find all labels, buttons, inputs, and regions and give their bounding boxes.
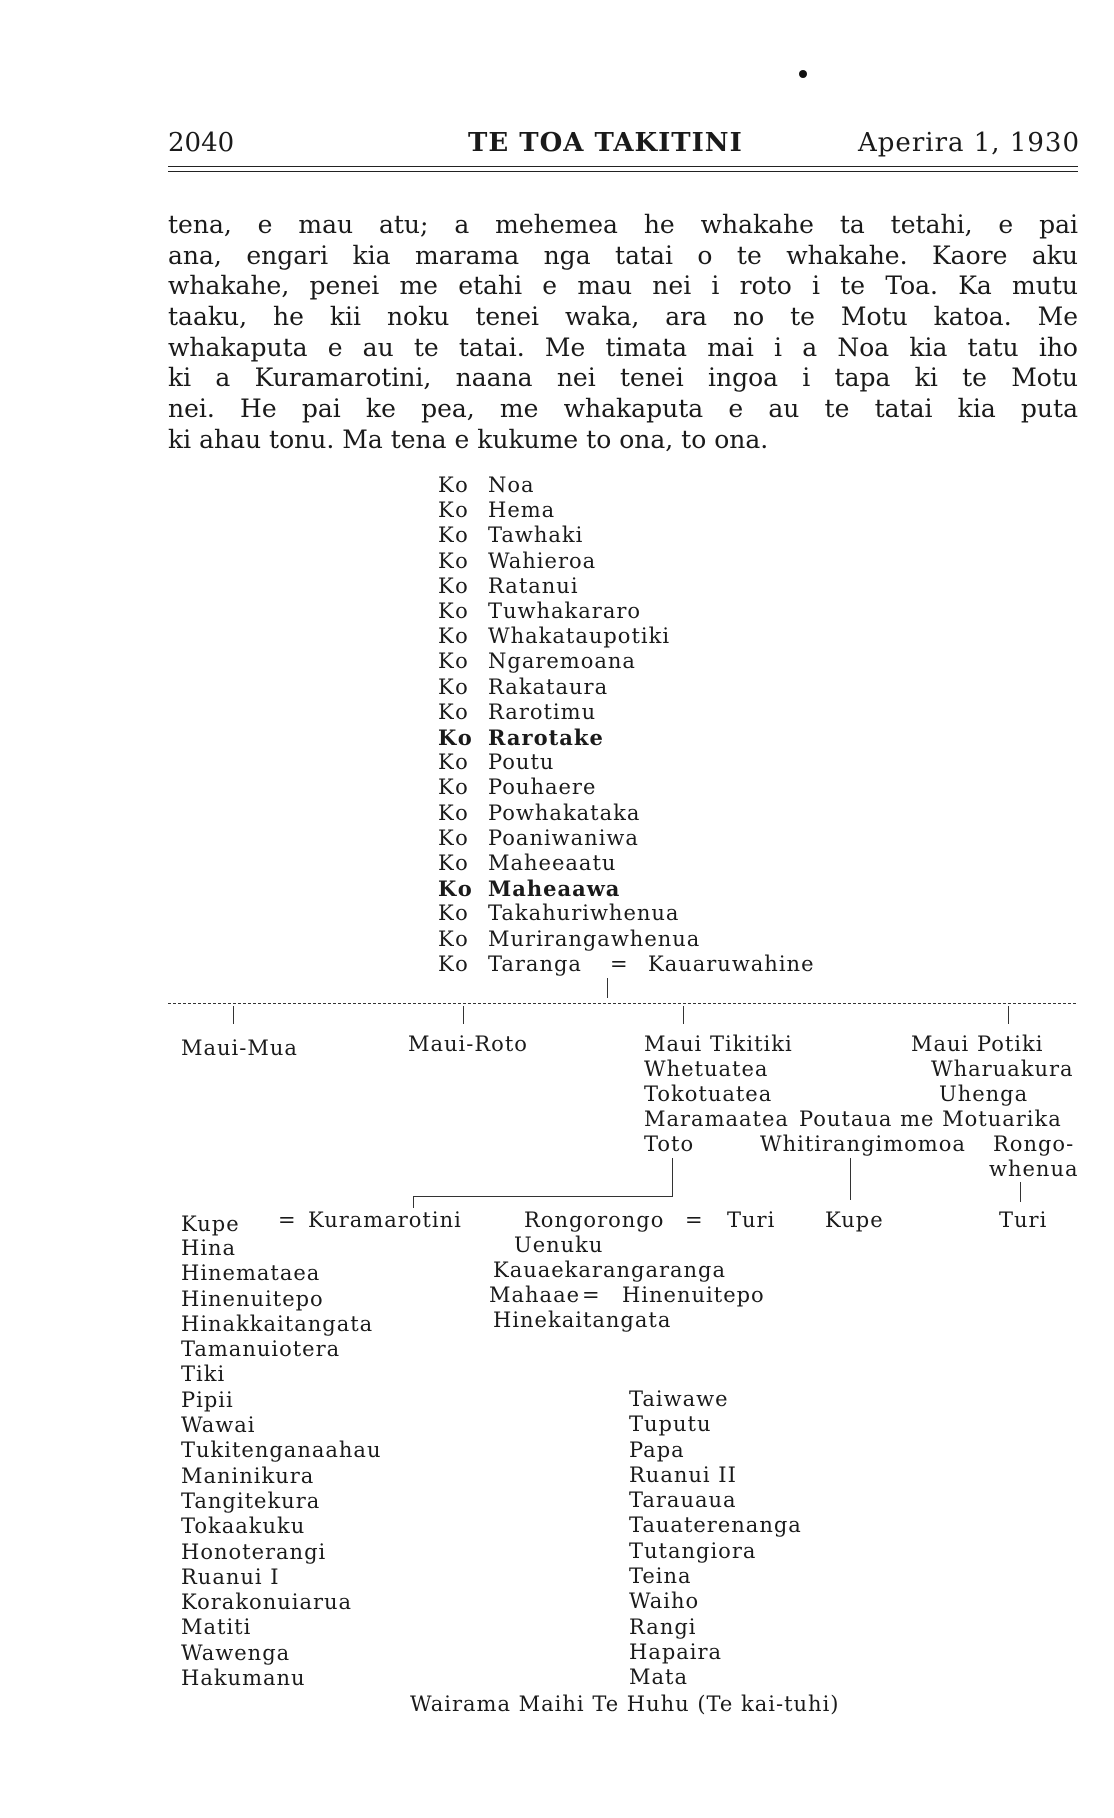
- paragraph-line: ki a Kuramarotini, naana nei tenei ingoa i tapa ki te Motu: [168, 363, 1078, 393]
- name-whitirangimomoa: Whitirangimomoa: [760, 1132, 966, 1156]
- name-mahaae: Mahaae: [489, 1283, 581, 1307]
- name-toto: Toto: [644, 1132, 695, 1156]
- ink-dot: [799, 70, 807, 78]
- ko-prefix: Ko: [438, 951, 470, 976]
- ancestor-name: Takahuriwhenua: [488, 901, 680, 926]
- ko-prefix: Ko: [438, 876, 474, 902]
- paragraph-line: taaku, he kii noku tenei waka, ara no te Motu katoa. Me: [168, 302, 1078, 332]
- ancestor-name: Murirangawhenua: [488, 926, 701, 951]
- ko-prefix: Ko: [438, 750, 470, 775]
- ko-prefix: Ko: [438, 725, 474, 750]
- child-maui-potiki: Maui Potiki: [911, 1032, 1044, 1056]
- ancestor-name: Rakataura: [488, 674, 609, 699]
- ko-prefix: Ko: [438, 825, 470, 850]
- descendant-name: Tauaterenanga: [629, 1513, 802, 1538]
- name-hinenuitepo-spouse: Hinenuitepo: [622, 1283, 765, 1307]
- ko-prefix: Ko: [438, 926, 470, 951]
- ko-prefix: Ko: [438, 473, 470, 497]
- ko-prefix: Ko: [438, 498, 470, 523]
- ancestor-name: Maheeaatu: [488, 851, 617, 875]
- name-kauaekarangaranga: Kauaekarangaranga: [493, 1258, 727, 1282]
- ancestor-name: Poaniwaniwa: [488, 825, 639, 850]
- descendant-name: Mata: [629, 1665, 688, 1690]
- paragraph-line: tena, e mau atu; a mehemea he whakahe ta tetahi, e pai: [168, 210, 1078, 239]
- descendant-name: Rangi: [629, 1614, 697, 1639]
- ancestor-name: Hema: [488, 498, 556, 523]
- descendant-name: Tangitekura: [181, 1488, 321, 1513]
- descendant-name: Tukitenganaahau: [181, 1438, 382, 1463]
- ko-prefix: Ko: [438, 523, 470, 548]
- name-rongo: Rongo-: [993, 1132, 1075, 1156]
- ancestor-name: Powhakataka: [488, 800, 641, 825]
- connector-line: [168, 1003, 1076, 1004]
- connector-line: [413, 1196, 673, 1197]
- descendant-name: Pipii: [181, 1387, 234, 1412]
- ancestor-name: Ngaremoana: [488, 649, 636, 674]
- descendant-name: Hakumanu: [181, 1666, 306, 1691]
- descendant-name: Teina: [629, 1564, 692, 1589]
- descendant-name: Matiti: [181, 1615, 252, 1640]
- descendant-name: Tamanuiotera: [181, 1337, 341, 1362]
- name-rongorongo: Rongorongo: [524, 1208, 665, 1232]
- descendant-name: Tiki: [181, 1362, 226, 1387]
- ancestor-name: Tuwhakararo: [488, 599, 642, 623]
- descendant-name: Ruanui II: [629, 1462, 737, 1487]
- name-whetuatea: Whetuatea: [644, 1057, 769, 1081]
- name-hinekaitangata: Hinekaitangata: [493, 1308, 672, 1332]
- descendant-name: Hina: [181, 1236, 237, 1260]
- issue-date: Aperira 1, 1930: [858, 128, 1080, 158]
- child-maui-tikitiki: Maui Tikitiki: [644, 1032, 793, 1056]
- ancestor-name: Whakataupotiki: [488, 624, 671, 649]
- name-kupe-right: Kupe: [825, 1208, 884, 1232]
- body-paragraph: [168, 210, 1078, 456]
- descendant-name: Tuputu: [629, 1412, 712, 1437]
- spouse-name: Kauaruwahine: [648, 951, 815, 976]
- name-turi: Turi: [727, 1208, 776, 1232]
- descendant-name: Wawai: [181, 1413, 256, 1438]
- connector-line: [683, 1006, 684, 1024]
- connector-line: [672, 1158, 673, 1196]
- ko-prefix: Ko: [438, 548, 470, 573]
- ko-prefix: Ko: [438, 649, 470, 674]
- descendant-name: Tarauaua: [629, 1488, 737, 1513]
- ko-prefix: Ko: [438, 800, 470, 825]
- ancestor-name: Pouhaere: [488, 775, 597, 800]
- connector-line: [850, 1158, 851, 1200]
- ancestor-name: Tawhaki: [488, 523, 584, 548]
- name-poutaua-me-motuarika: Poutaua me Motuarika: [799, 1107, 1062, 1131]
- marriage-equals: =: [685, 1208, 704, 1232]
- name-maramaatea: Maramaatea: [644, 1107, 789, 1131]
- marriage-equals: =: [582, 1283, 601, 1307]
- child-maui-roto: Maui-Roto: [408, 1032, 528, 1056]
- connector-line: [1020, 1182, 1021, 1202]
- ancestor-name: Taranga: [488, 951, 582, 976]
- descendant-name: Waiho: [629, 1589, 700, 1614]
- ko-prefix: Ko: [438, 599, 470, 623]
- ancestor-name: Noa: [488, 473, 535, 497]
- child-maui-mua: Maui-Mua: [181, 1036, 298, 1060]
- ko-prefix: Ko: [438, 775, 470, 800]
- ko-prefix: Ko: [438, 624, 470, 649]
- ancestor-name: Maheaawa: [488, 876, 621, 902]
- descendant-name: Honoterangi: [181, 1539, 327, 1564]
- ko-prefix: Ko: [438, 573, 470, 598]
- ancestor-name: Wahieroa: [488, 548, 597, 573]
- journal-title: TE TOA TAKITINI: [468, 128, 743, 158]
- ancestor-name: Rarotake: [488, 725, 604, 750]
- descendant-name: Tutangiora: [629, 1538, 757, 1563]
- name-turi-right: Turi: [999, 1208, 1048, 1232]
- right-descent-list: [629, 1387, 802, 1691]
- author-signature: Wairama Maihi Te Huhu (Te kai-tuhi): [410, 1692, 840, 1716]
- ancestor-name: Poutu: [488, 750, 555, 775]
- descendant-name: Hinemataea: [181, 1261, 321, 1286]
- header-rule-bottom: [168, 171, 1078, 172]
- name-kuramarotini: Kuramarotini: [308, 1208, 462, 1232]
- name-wharuakura: Wharuakura: [931, 1057, 1074, 1081]
- descendant-name: Ruanui I: [181, 1564, 280, 1589]
- descendant-name: Hinenuitepo: [181, 1286, 324, 1311]
- descendant-name: Hinakkaitangata: [181, 1311, 374, 1336]
- paragraph-line: whakaputa e au te tatai. Me timata mai i a Noa kia tatu iho: [168, 332, 1078, 362]
- name-uenuku: Uenuku: [514, 1233, 604, 1257]
- page-number: 2040: [168, 128, 235, 158]
- marriage-equals: =: [278, 1208, 297, 1232]
- descendant-name: Hapaira: [629, 1639, 723, 1664]
- descendant-name: Taiwawe: [629, 1387, 729, 1411]
- ko-prefix: Ko: [438, 901, 470, 926]
- paragraph-line: ana, engari kia marama nga tatai o te whakahe. Kaore aku: [168, 240, 1078, 270]
- name-tokotuatea: Tokotuatea: [644, 1082, 773, 1106]
- connector-line: [463, 1006, 464, 1024]
- name-whenua: whenua: [989, 1157, 1079, 1181]
- paragraph-line: ki ahau tonu. Ma tena e kukume to ona, to ona.: [168, 424, 769, 454]
- descendant-name: Papa: [629, 1437, 685, 1462]
- connector-line: [233, 1006, 234, 1024]
- connector-line: [413, 1196, 414, 1208]
- connector-line: [1008, 1006, 1009, 1024]
- descendant-name: Korakonuiarua: [181, 1590, 353, 1615]
- descendant-name: Wawenga: [181, 1640, 291, 1665]
- left-descent-list: [181, 1236, 381, 1691]
- header-rule-top: [168, 166, 1078, 167]
- ancestor-name: Ratanui: [488, 573, 579, 598]
- ko-prefix: Ko: [438, 851, 470, 875]
- connector-line: [607, 978, 608, 998]
- name-uhenga: Uhenga: [939, 1082, 1029, 1106]
- ancestor-name: Rarotimu: [488, 699, 597, 724]
- name-kupe: Kupe: [181, 1212, 240, 1236]
- marriage-equals: =: [610, 951, 628, 976]
- paragraph-line: whakahe, penei me etahi e mau nei i roto i te Toa. Ka mutu: [168, 271, 1078, 301]
- ko-prefix: Ko: [438, 674, 470, 699]
- ko-prefix: Ko: [438, 699, 470, 724]
- page-header: [168, 128, 1080, 162]
- paragraph-line: nei. He pai ke pea, me whakaputa e au te tatai kia puta: [168, 394, 1078, 424]
- descendant-name: Maninikura: [181, 1463, 315, 1488]
- descendant-name: Tokaakuku: [181, 1514, 306, 1539]
